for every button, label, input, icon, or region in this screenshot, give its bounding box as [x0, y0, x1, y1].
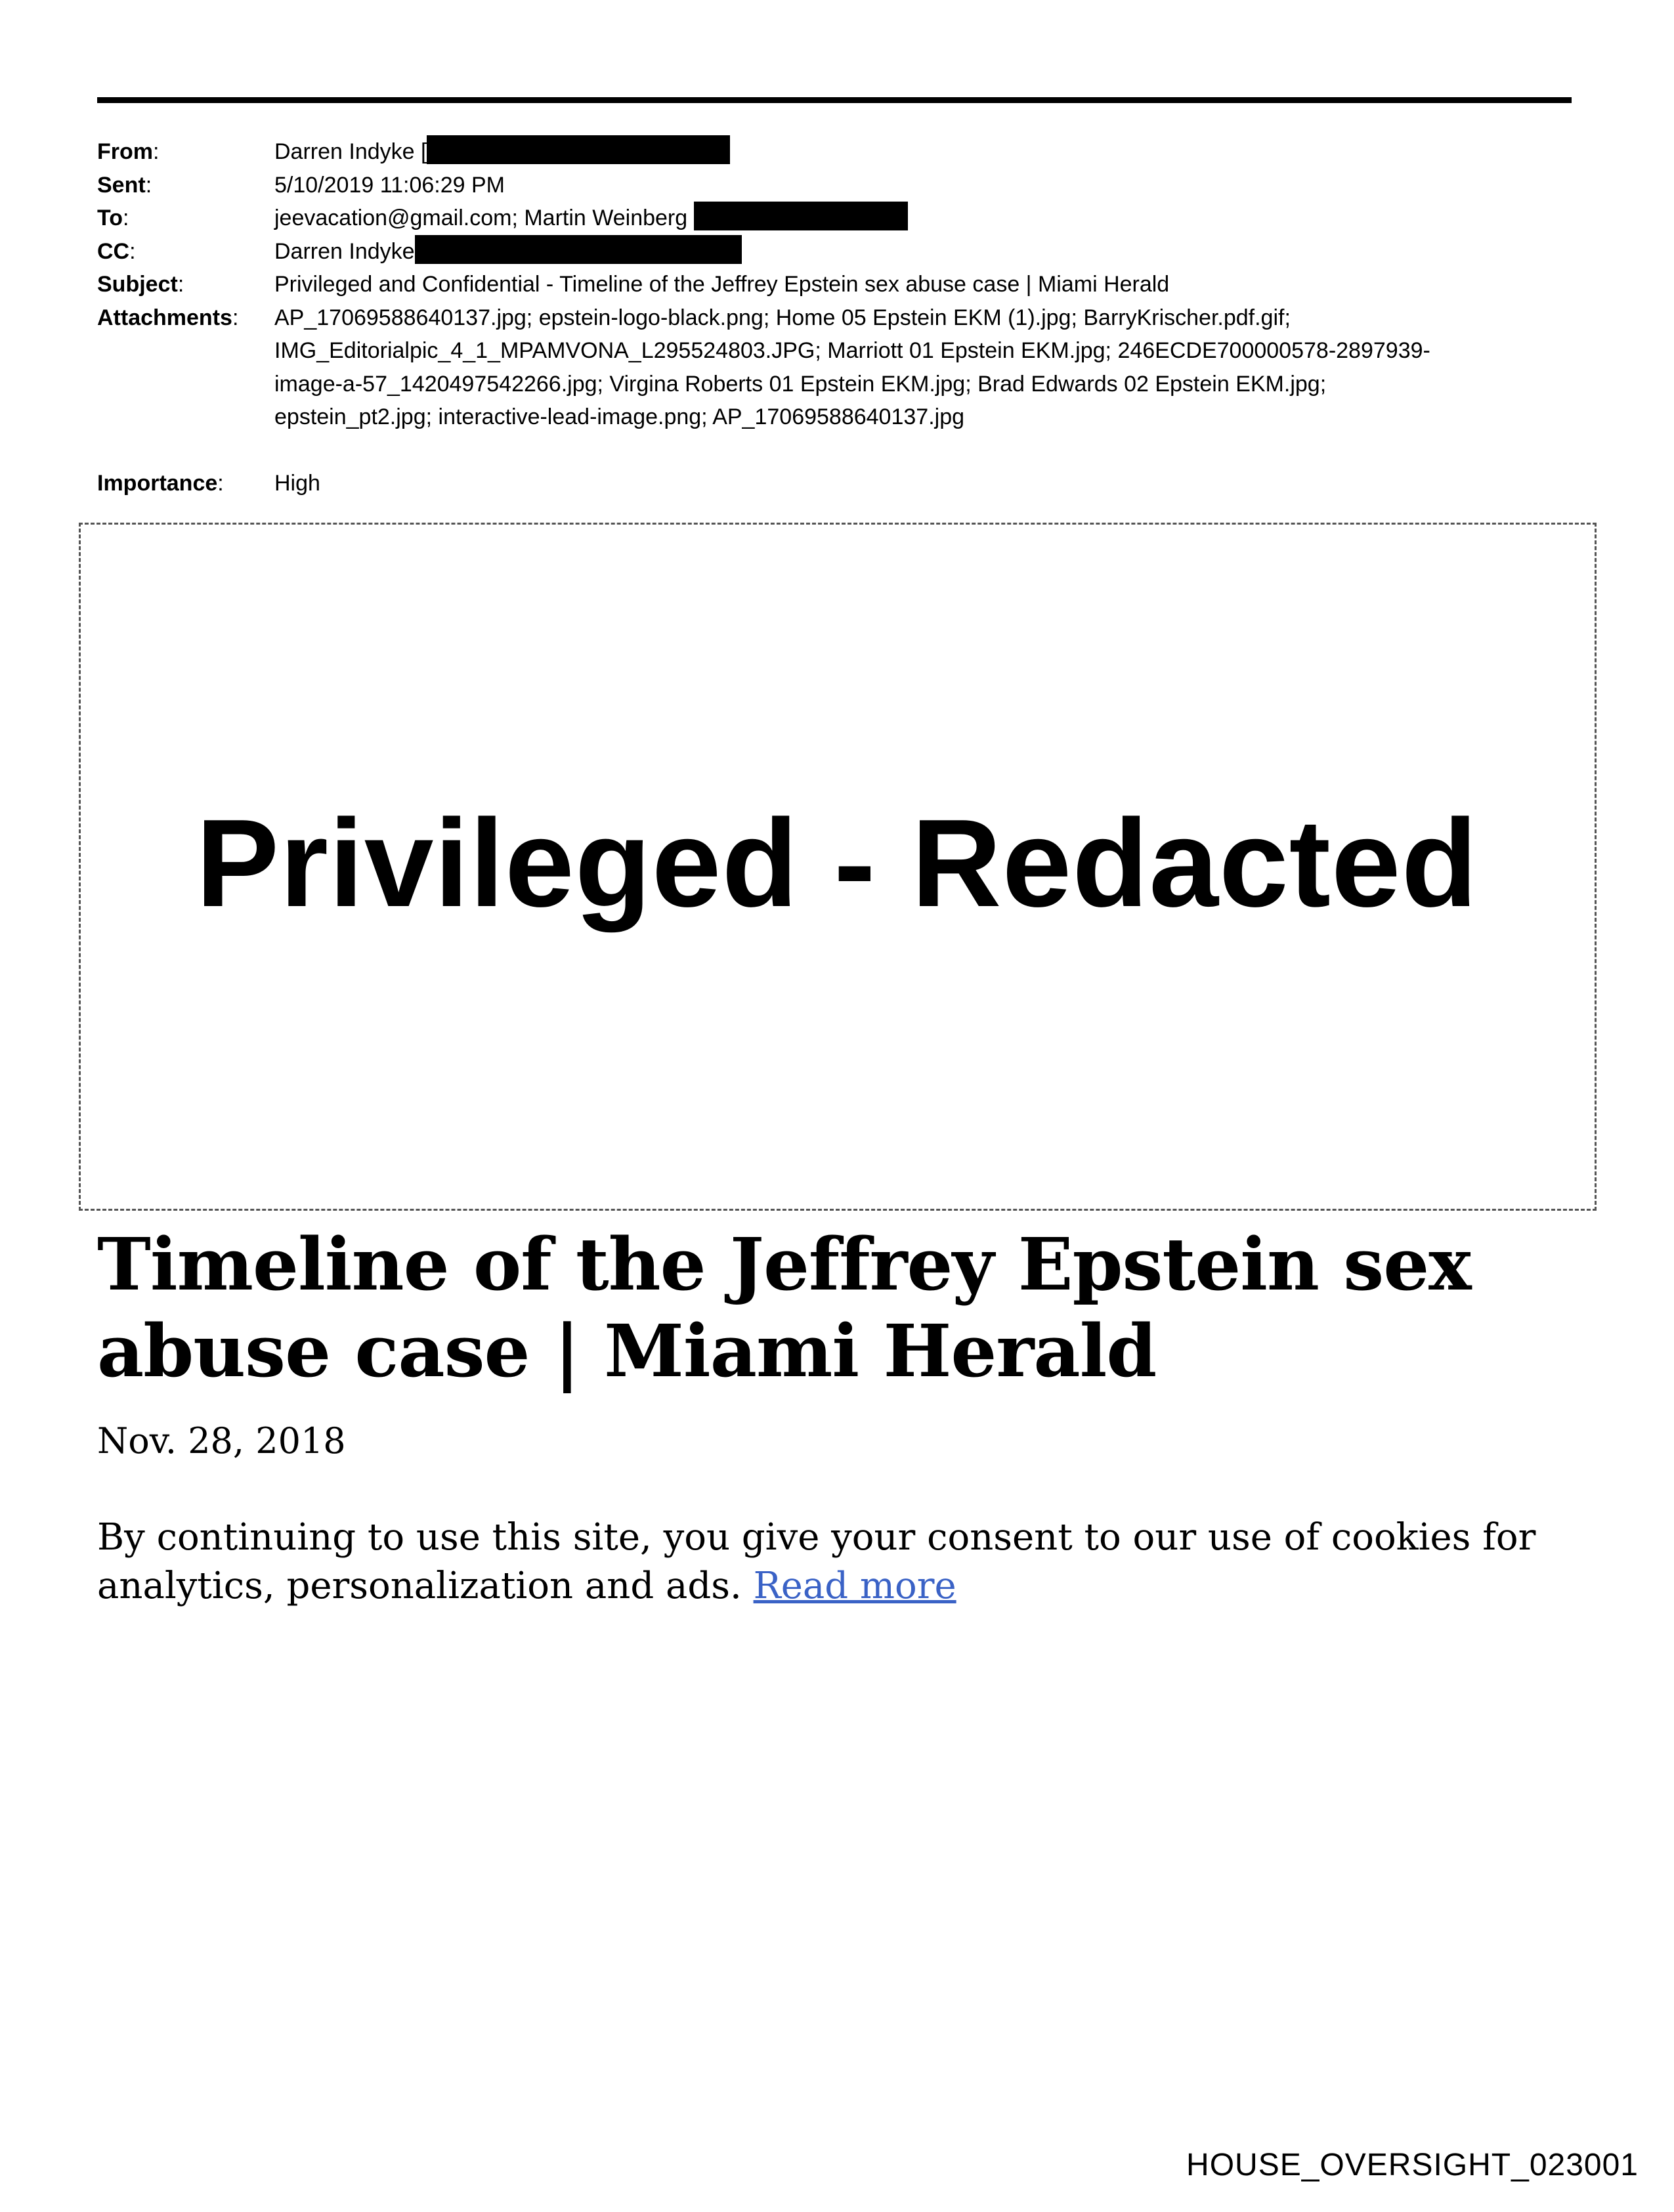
to-label: To: [97, 206, 123, 230]
redaction-bar: [415, 235, 742, 264]
subject-row: Subject: Privileged and Confidential - Timeline of the Jeffrey Epstein sex abuse case | Miami Herald: [97, 268, 1581, 301]
cc-value: Darren Indyke: [274, 238, 415, 264]
header-rule: [97, 97, 1572, 103]
importance-value: High: [274, 470, 320, 496]
cookie-consent-notice: [97, 1513, 1574, 1611]
attachments-list: [274, 301, 1581, 434]
to-row: To: jeevacation@gmail.com; Martin Weinberg: [97, 202, 1581, 235]
sent-value: 5/10/2019 11:06:29 PM: [274, 172, 505, 198]
importance-label: Importance: [97, 470, 218, 496]
article-title: Timeline of the Jeffrey Epstein sex abuse case | Miami Herald: [97, 1222, 1471, 1393]
redaction-bar: [694, 202, 908, 230]
redaction-notice: Privileged - Redacted: [196, 794, 1478, 933]
importance-row: Importance: High: [97, 467, 1581, 500]
attachments-row: Attachments: AP_17069588640137.jpg; epstein-logo-black.png; Home 05 Epstein EKM (1).jpg; BarryKrischer.pdf.gif; IMG_Editorialpic_4_1_MPAMVONA_L295524803.JPG; Marriott 01 Epstein EKM.jpg; 246ECDE700000578-2897939- image-a-57_1420497542266.jpg; Virgina Roberts 01 Epstein EKM.jpg; Brad Edwards 02 Epstein EKM.jpg; epstein_pt2.jpg; interactive-lead-image.png; AP_17069588640137.jpg: [97, 301, 1581, 434]
from-label: From: [97, 139, 153, 164]
email-header: [97, 135, 1581, 500]
subject-value: Privileged and Confidential - Timeline of the Jeffrey Epstein sex abuse case | Miami Herald: [274, 272, 1170, 297]
cc-label: CC: [97, 238, 130, 264]
to-value: jeevacation@gmail.com; Martin Weinberg: [274, 206, 688, 230]
bates-number: HOUSE_OVERSIGHT_023001: [1186, 2148, 1639, 2182]
from-row: From: Darren Indyke [: [97, 135, 1581, 169]
from-value: Darren Indyke [: [274, 139, 427, 164]
cc-row: CC: Darren Indyke: [97, 235, 1581, 269]
sent-label: Sent: [97, 172, 146, 198]
attachments-line: AP_17069588640137.jpg; epstein-logo-black.png; Home 05 Epstein EKM (1).jpg; BarryKrischer.pdf.gif;: [274, 305, 1291, 330]
read-more-link[interactable]: Read more: [753, 1565, 956, 1607]
attachments-line: image-a-57_1420497542266.jpg; Virgina Roberts 01 Epstein EKM.jpg; Brad Edwards 02 Epstein EKM.jpg;: [274, 371, 1327, 397]
attachments-line: epstein_pt2.jpg; interactive-lead-image.png; AP_17069588640137.jpg: [274, 404, 965, 429]
attachments-label: Attachments: [97, 305, 232, 330]
sent-row: Sent: 5/10/2019 11:06:29 PM: [97, 169, 1581, 202]
consent-text: By continuing to use this site, you give your consent to our use of cookies for analytics, personalization and ads.: [97, 1516, 1536, 1607]
subject-label: Subject: [97, 272, 178, 297]
article-date: Nov. 28, 2018: [97, 1420, 346, 1462]
attachments-line: IMG_Editorialpic_4_1_MPAMVONA_L295524803.JPG; Marriott 01 Epstein EKM.jpg; 246ECDE700000578-2897939-: [274, 338, 1430, 363]
redaction-bar: [427, 135, 730, 164]
